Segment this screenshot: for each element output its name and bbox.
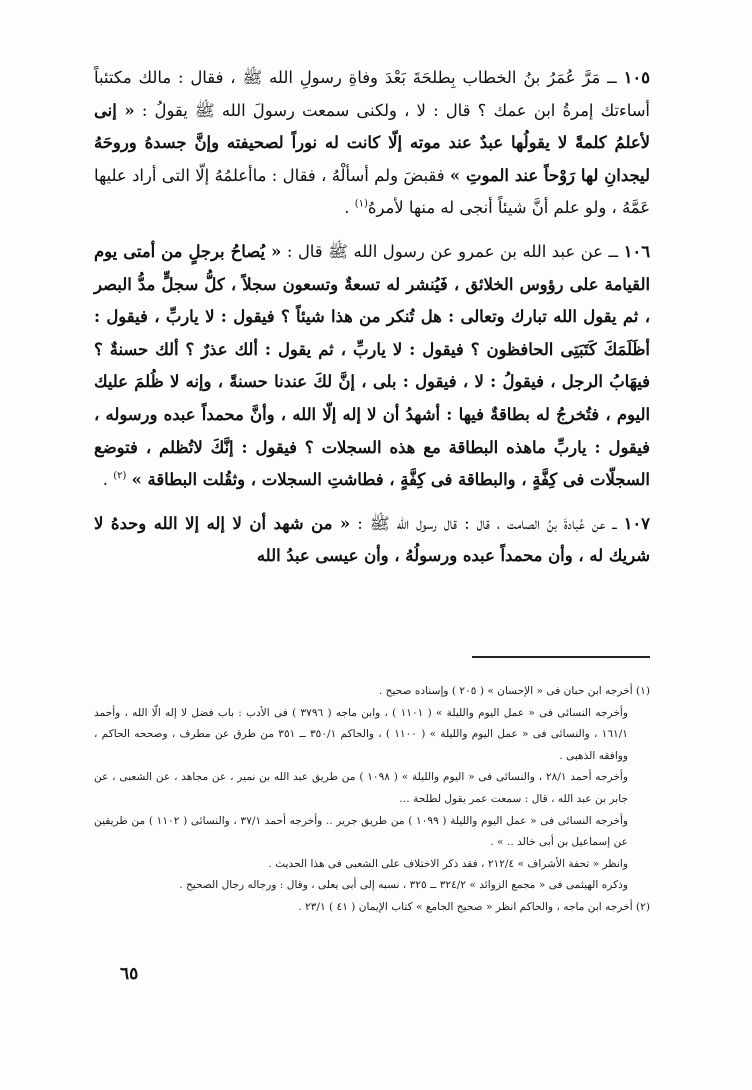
hadith-text-plain: ــ عن عُبادةَ بنُ الصامت ، قال : قال رسول الله ﷺ : [350, 513, 624, 533]
hadith-text-plain: ــ مَرَّ عُمَرُ بنُ الخطاب بِطلحَةَ بَعْدَ وفاةِ رسولِ الله ﷺ ، فقال : مالك مكتئباً أساءتك إمرةُ ابن عمك ؟ قال : لا ، ولكنى سمعت رسولَ الله ﷺ يقولُ : [94, 68, 650, 120]
main-text [94, 62, 650, 573]
page-number: ٦٥ [120, 964, 139, 984]
footnotes [94, 681, 650, 919]
hadith-107 [94, 508, 650, 573]
paragraph-end: . [344, 198, 350, 218]
hadith-number: ١٠٦ [623, 241, 651, 261]
hadith-number: ١٠٧ [623, 513, 650, 533]
hadith-106 [94, 236, 650, 497]
footnote-line: وأخرجه أحمد ٢٨/١ ، والنسائى فى « اليوم والليلة » ( ١٠٩٨ ) من طريق عبد الله بن نمير ، عن مجاهد ، عن الشعبى ، عن جابر بن عبد الله ، قال : سمعت عمر يقول لطلحة … [94, 771, 628, 805]
footnote-line: وذكره الهيثمى فى « مجمع الزوائد » ٣٢٤/٢ ــ ٣٢٥ ، نسبه إلى أبى يعلى ، وقال : ورجاله رجال الصحيح . [179, 879, 628, 892]
footnote-ref[interactable]: (٢) [113, 470, 127, 482]
hadith-quote: « يُصاحُ برجلٍ من أمتى يوم القيامة على رؤوس الخلائق ، فَيُنشر له تسعةٌ وتسعون سجلاً ، كلُّ سجلٍّ مدُّ البصر ، ثم يقول الله تبارك وتعالى : هل تُنكر من هذا شيئاً ؟ فيقول : لا ياربِّ ، فيقول : أظَلَمَكَ كَتَبَتِى الحافظون ؟ فيقول : لا ياربِّ ، ثم يقول : ألك عذرٌ ؟ ألك حسنةٌ ؟ فيهَابُ الرجل ، فيقولُ : لا ، فيقول : بلى ، إنَّ لكَ عندنا حسنةً ، وإنه لا ظُلمَ عليك اليوم ، فتُخرجُ له بطاقةٌ فيها : أشهدُ أن لا إله إلّا الله ، وأنَّ محمداً عبده ورسوله ، فيقول : ياربِّ ماهذه البطاقة مع هذه السجلات ؟ فيقول : إنَّكَ لاتُظلم ، فتوضع السجلّات فى كِفَّةٍ ، والبطاقة فى كِفَّةٍ ، فطاشتِ السجلات ، وثقُلت البطاقة » [94, 241, 650, 490]
footnote-line: (٢) أخرجه ابن ماجه ، والحاكم انظر « صحيح الجامع » كتاب الإيمان ( ٤١ ) ٢٣/١ . [298, 900, 650, 913]
hadith-number: ١٠٥ [623, 68, 650, 87]
hadith-quote: « من شهد أن لا إله إلا الله وحدهُ لا شريك له ، وأن محمداً عبده ورسولُهُ ، وأن عيسى عبدُ الله [94, 513, 650, 566]
footnote-line: وأخرجه النسائى فى « عمل اليوم والليلة ( ١٠٩٩ ) من طريق جرير .. وأخرجه أحمد ٣٧/١ ، والنسائى ( ١١٠٢ ) من طريقين عن إسماعيل بن أبى خالد .. » . [94, 814, 628, 849]
footnote-ref[interactable]: (١) [354, 198, 368, 210]
footnote-line: (١) أخرجه ابن حبان فى « الإحسان » ( ٢٠٥ ) وإسناده صحيح . [378, 685, 650, 697]
hadith-105 [94, 62, 650, 225]
hadith-text-plain: فقبضَ ولم أسألْهُ ، فقال : ماأعلمُهُ إلّا التى أراد عليها عَمَّهُ ، ولو علم أنَّ شيئاً أنجى له منها لأمرهُ [94, 165, 650, 218]
footnote-line: وانظر « تحفة الأشراف » ٢١٢/٤ ، فقد ذكر الاختلاف على الشعبى فى هذا الحديث . [268, 857, 628, 870]
footnote-separator [472, 656, 650, 658]
footnote-line: وأخرجه النسائى فى « عمل اليوم والليلة » ( ١١٠١ ) ، وابن ماجه ( ٣٧٩٦ ) فى الأدب : باب فضل لا إله الّا الله ، وأحمد ١٦١/١ ، والنسائى فى « عمل اليوم والليلة » ( ١١٠٠ ) ، والحاكم ٣٥٠/١ ــ ٣٥١ من طرق عن مطرف ، وصححه الحاكم ، ووافقه الذهبى . [94, 706, 628, 762]
hadith-quote: « إنى لأعلمُ كلمةً لا يقولُها عبدٌ عند موته إلّا كانت له نوراً لصحيفته وإنَّ جسدهُ وروحَهُ ليجدانِ لها رَوْحاً عند الموتِ » [94, 100, 650, 185]
paragraph-end: . [102, 470, 108, 490]
hadith-text-plain: ــ عن عبد الله بن عمرو عن رسول الله ﷺ قال : [281, 241, 624, 261]
